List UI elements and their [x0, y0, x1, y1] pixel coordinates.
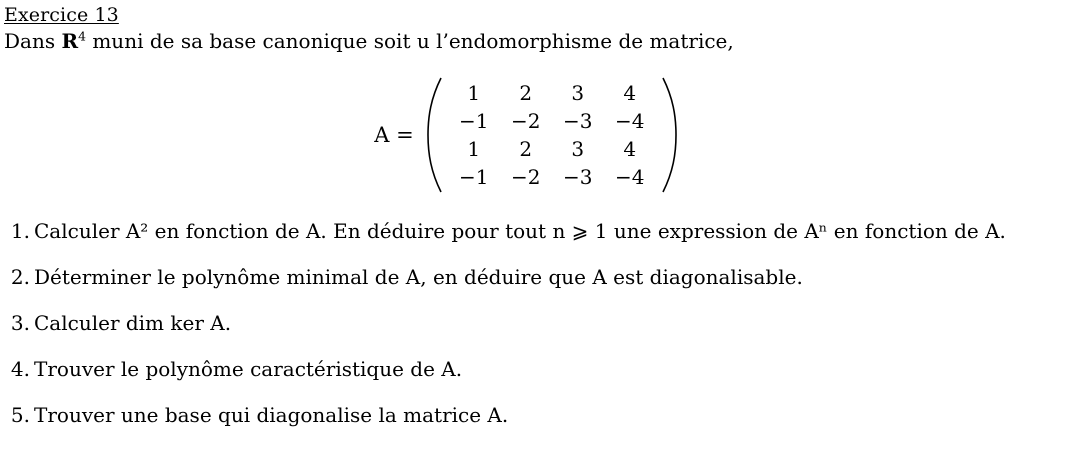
- matrix-cell: 2: [519, 137, 533, 161]
- matrix-cell: 3: [571, 81, 585, 105]
- matrix-cell: −1: [458, 165, 489, 189]
- intro-text-before: Dans: [4, 29, 62, 53]
- matrix-cell: 4: [623, 81, 637, 105]
- list-item: [10, 402, 1092, 428]
- list-item-text: Calculer dim ker A.: [34, 311, 232, 335]
- matrix-equation-block: [4, 76, 1092, 194]
- matrix-cell: −3: [562, 165, 593, 189]
- list-item: [10, 356, 1092, 382]
- list-item-number: 2.: [10, 265, 30, 289]
- left-parenthesis-icon: [424, 76, 444, 194]
- list-item-number: 5.: [10, 403, 30, 427]
- list-item-text: Déterminer le polynôme minimal de A, en déduire que A est diagonalisable.: [34, 265, 803, 289]
- matrix-cell: −1: [458, 109, 489, 133]
- matrix-cell: −2: [510, 109, 541, 133]
- list-item-text: Trouver le polynôme caractéristique de A.: [34, 357, 463, 381]
- exercise-intro: [4, 29, 1092, 54]
- list-item-text: Calculer A² en fonction de A. En déduire pour tout n ⩾ 1 une expression de Aⁿ en fonction de A.: [34, 219, 1006, 243]
- matrix-cell: 3: [571, 137, 585, 161]
- list-item-number: 1.: [10, 219, 30, 243]
- list-item: [10, 218, 1092, 244]
- matrix-body: [444, 76, 660, 194]
- matrix-cell: −4: [614, 109, 645, 133]
- matrix-cell: 1: [467, 137, 481, 161]
- list-item: [10, 264, 1092, 290]
- matrix-cell: −2: [510, 165, 541, 189]
- intro-text-after: muni de sa base canonique soit u l’endomorphisme de matrice,: [85, 29, 734, 53]
- matrix-cell: −4: [614, 165, 645, 189]
- matrix-label: A =: [374, 123, 414, 147]
- matrix-cell: 2: [519, 81, 533, 105]
- real-numbers-symbol: R: [61, 29, 79, 53]
- list-item-number: 3.: [10, 311, 30, 335]
- list-item-text: Trouver une base qui diagonalise la matrice A.: [34, 403, 509, 427]
- matrix-cell: −3: [562, 109, 593, 133]
- exercise-title: Exercice 13: [4, 4, 119, 26]
- list-item: [10, 310, 1092, 336]
- matrix-cell: 1: [467, 81, 481, 105]
- right-parenthesis-icon: [660, 76, 680, 194]
- questions-list: [4, 218, 1092, 428]
- list-item-number: 4.: [10, 357, 30, 381]
- matrix-cell: 4: [623, 137, 637, 161]
- real-numbers-exponent: 4: [78, 28, 86, 44]
- matrix-equation: [374, 76, 679, 194]
